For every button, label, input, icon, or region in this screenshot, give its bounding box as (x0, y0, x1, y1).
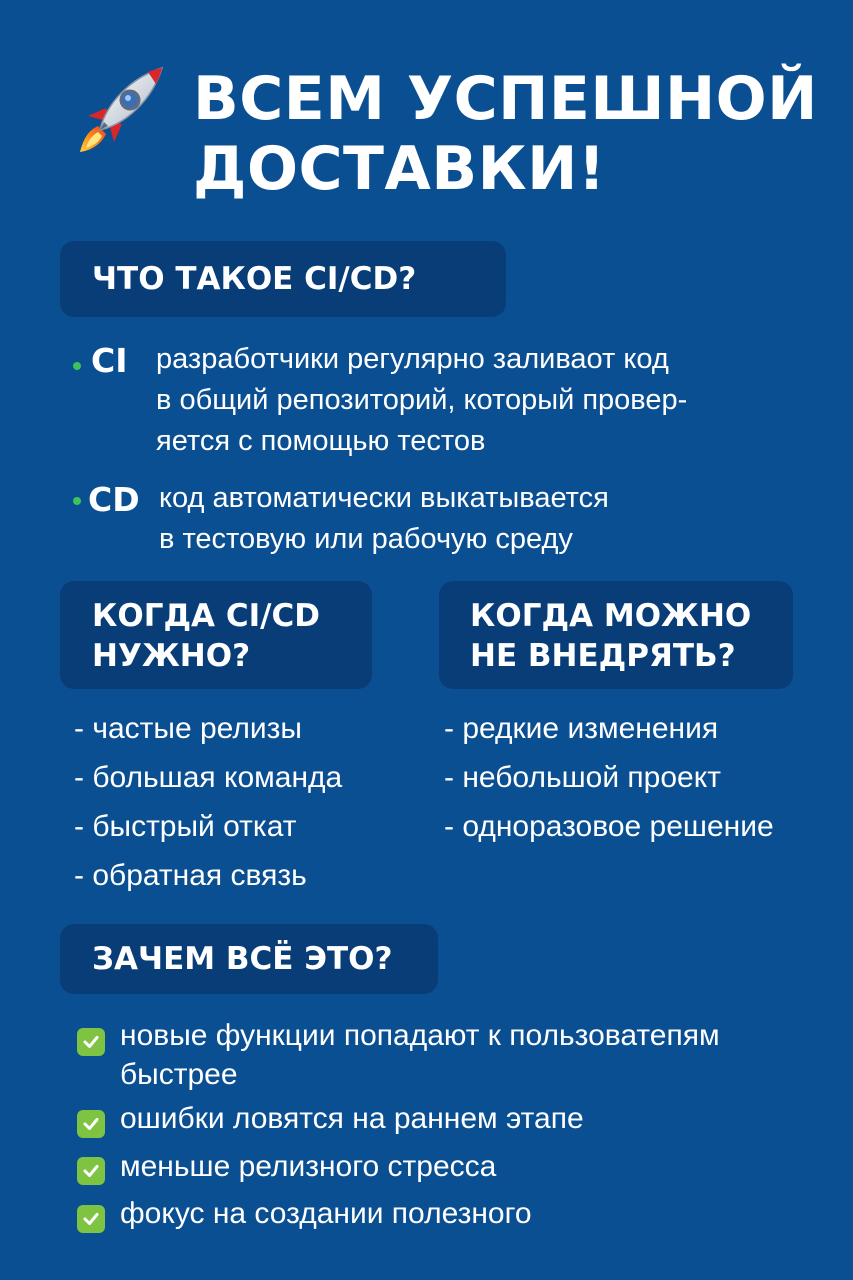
check-mark-icon (77, 1028, 105, 1056)
section-when-heading-line: КОГДА CI/CD (92, 598, 320, 634)
ci-description (156, 339, 687, 462)
why-item (120, 1099, 584, 1138)
cd-term: CD (88, 480, 140, 519)
why-item-line: ошибки ловятся на раннем этапе (120, 1102, 584, 1135)
list-item: - частые релизы (74, 712, 302, 745)
section-when-heading-line: НУЖНО? (92, 638, 251, 674)
rocket-icon (66, 60, 170, 164)
ci-description-line: разработчики регулярно заливаот код (156, 343, 669, 375)
why-item-line: меньше релизного стресса (120, 1150, 497, 1183)
why-item-line: новые функции попадают к пользоватепям (120, 1019, 720, 1052)
when-not-list (444, 709, 774, 856)
when-list (74, 709, 342, 905)
why-item (120, 1147, 496, 1186)
title-line-1: ВСЕМ УСПЕШНОЙ (193, 64, 818, 134)
ci-bullet-dot (73, 362, 81, 370)
page-title (193, 64, 833, 204)
why-item (120, 1016, 720, 1094)
section-when-heading (60, 581, 372, 689)
cd-description-line: в тестовую или рабочую среду (159, 523, 573, 555)
section-why-heading: ЗАЧЕМ ВСЁ ЭТО? (60, 924, 438, 994)
section-when-not-heading-line: НЕ ВНЕДРЯТЬ? (470, 638, 736, 674)
list-item: - редкие изменения (444, 712, 719, 745)
ci-term: CI (91, 341, 128, 380)
list-item: - небольшой проект (444, 761, 721, 794)
section-when-not-heading (439, 581, 793, 689)
cd-bullet-dot (73, 497, 81, 505)
check-mark-icon (77, 1110, 105, 1138)
list-item: - одноразовое решение (444, 810, 774, 843)
list-item: - быстрый откат (74, 810, 297, 843)
why-item (120, 1194, 532, 1233)
cd-description-line: код автоматически выкатывается (159, 482, 609, 514)
ci-description-line: яется с помощью тестов (156, 425, 486, 457)
title-line-2: ДОСТАВКИ! (193, 134, 606, 204)
check-mark-icon (77, 1157, 105, 1185)
list-item: - обратная связь (74, 859, 307, 892)
why-item-line: фокус на создании полезного (120, 1197, 532, 1230)
check-mark-icon (77, 1205, 105, 1233)
ci-description-line: в общий репозиторий, который провер- (156, 384, 688, 416)
section-what-heading: ЧТО ТАКОЕ CI/CD? (60, 241, 506, 317)
cd-description (159, 478, 609, 560)
why-item-line: быстрее (120, 1058, 238, 1091)
section-when-not-heading-line: КОГДА МОЖНО (470, 598, 752, 634)
list-item: - большая команда (74, 761, 343, 794)
